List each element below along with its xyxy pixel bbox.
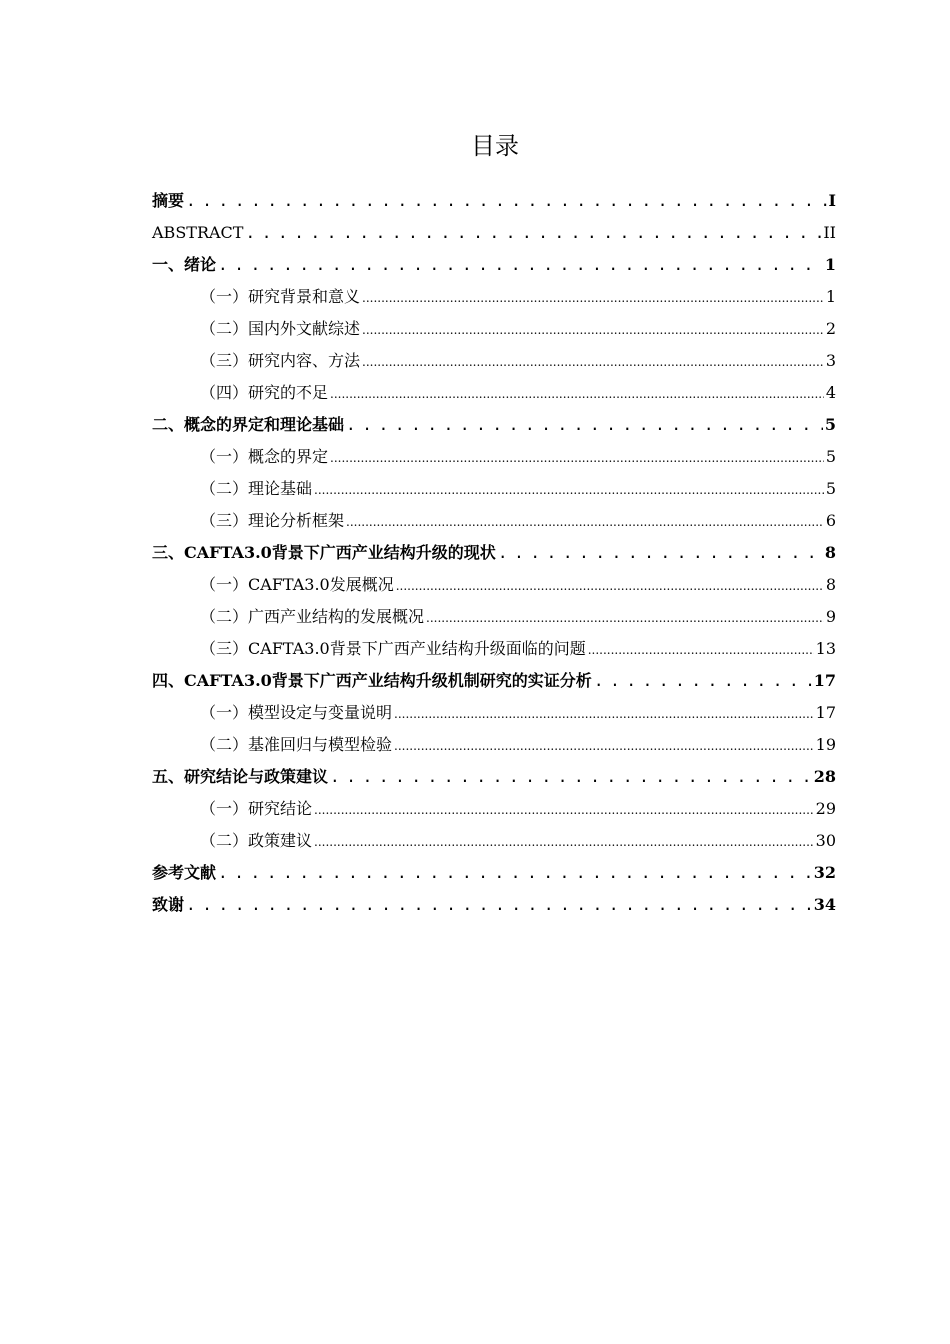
toc-entry-number: （一） (200, 703, 249, 722)
toc-entry-title: 绪论 (184, 255, 217, 274)
toc-entry-page-number: 8 (825, 575, 836, 594)
toc-entry-title: 基准回归与模型检验 (248, 735, 393, 754)
toc-entry-page-number: 1 (824, 255, 836, 274)
toc-entry-page-number: 32 (813, 863, 836, 882)
dot-leader (330, 441, 824, 474)
toc-entry-page-number: 17 (815, 703, 836, 722)
toc-entry[interactable] (152, 697, 836, 729)
dot-leader (362, 345, 824, 378)
toc-entry-number: （四） (200, 383, 249, 402)
toc-entry-page-number: 2 (825, 319, 836, 338)
toc-entry-number: 三、 (152, 543, 185, 562)
toc-entry[interactable] (152, 473, 836, 505)
toc-entry-title: 国内外文献综述 (248, 319, 361, 338)
dot-leader (394, 697, 814, 730)
toc-entry-page-number: 29 (815, 799, 836, 818)
toc-entry-number: （二） (200, 735, 249, 754)
toc-entry-title: 政策建议 (248, 831, 313, 850)
toc-entry-title: 致谢 (152, 895, 185, 914)
toc-entry-page-number: 19 (815, 735, 836, 754)
toc-entry-page-number: 8 (824, 543, 836, 562)
toc-entry-page-number: 6 (825, 511, 836, 530)
toc-title: 目录 (471, 132, 519, 160)
dot-leader (314, 825, 814, 858)
toc-entry-number: （二） (200, 831, 249, 850)
toc-entry[interactable] (152, 217, 836, 249)
toc-entry-page-number: 5 (825, 447, 836, 466)
toc-entry-page-number: 5 (824, 415, 836, 434)
toc-entry-page-number: 5 (825, 479, 836, 498)
toc-entry-title: CAFTA3.0背景下广西产业结构升级机制研究的实证分析 (184, 671, 592, 690)
toc-entry-number: 五、 (152, 767, 185, 786)
toc-entry-title: 研究的不足 (248, 383, 329, 402)
dot-leader (396, 569, 824, 602)
toc-entry-number: 二、 (152, 415, 185, 434)
toc-entry-title: 摘要 (152, 191, 185, 210)
toc-entry-number: （二） (200, 607, 249, 626)
toc-entry-title: 理论基础 (248, 479, 313, 498)
toc-entry-title: 参考文献 (152, 863, 217, 882)
toc-entry-title: CAFTA3.0背景下广西产业结构升级的现状 (184, 543, 496, 562)
toc-entry-title: 广西产业结构的发展概况 (248, 607, 425, 626)
toc-entry[interactable] (152, 505, 836, 537)
toc-entry[interactable] (152, 345, 836, 377)
toc-entry[interactable] (152, 409, 836, 441)
dot-leader (362, 281, 824, 314)
toc-entry[interactable] (152, 377, 836, 409)
toc-entry[interactable] (152, 537, 836, 569)
toc-entry[interactable] (152, 729, 836, 761)
toc-entry-title: 研究结论 (248, 799, 313, 818)
dot-leader (426, 601, 824, 634)
toc-entry-title: 研究背景和意义 (248, 287, 361, 306)
dot-leader (314, 473, 824, 506)
toc-entry-title: 理论分析框架 (248, 511, 345, 530)
toc-entry-title: 概念的界定和理论基础 (184, 415, 345, 434)
toc-entry-page-number: 3 (825, 351, 836, 370)
dot-leader (394, 729, 814, 762)
toc-entry[interactable] (152, 249, 836, 281)
toc-entry-number: （一） (200, 799, 249, 818)
toc-entry-page-number: 13 (815, 639, 836, 658)
toc-entry-number: （二） (200, 479, 249, 498)
toc-entry[interactable] (152, 601, 836, 633)
toc-entry-page-number: 17 (813, 671, 836, 690)
toc-entry[interactable] (152, 665, 836, 697)
dot-leader (245, 217, 821, 249)
toc-entry[interactable] (152, 441, 836, 473)
toc-entry-page-number: 34 (813, 895, 836, 914)
dot-leader (186, 185, 827, 217)
toc-entry-title: CAFTA3.0发展概况 (248, 575, 394, 594)
dot-leader (346, 409, 823, 441)
toc-entry-title: 研究内容、方法 (248, 351, 361, 370)
toc-entry-number: 一、 (152, 255, 185, 274)
toc-entry-page-number: 28 (813, 767, 836, 786)
toc-entry[interactable] (152, 825, 836, 857)
toc-entry-title: 概念的界定 (248, 447, 329, 466)
dot-leader (186, 889, 812, 921)
toc-entry[interactable] (152, 857, 836, 889)
dot-leader (362, 313, 824, 346)
toc-entry-title: ABSTRACT (152, 223, 244, 242)
toc-entry-title: CAFTA3.0背景下广西产业结构升级面临的问题 (248, 639, 586, 658)
toc-entry-page-number: 30 (815, 831, 836, 850)
toc-entry[interactable] (152, 185, 836, 217)
toc-entry-number: （三） (200, 639, 249, 658)
dot-leader (218, 249, 823, 281)
toc-entry-title: 模型设定与变量说明 (248, 703, 393, 722)
toc-entry-page-number: 1 (825, 287, 836, 306)
toc-entry-number: 四、 (152, 671, 185, 690)
toc-entry-page-number: I (828, 191, 836, 210)
toc-entry-title: 研究结论与政策建议 (184, 767, 329, 786)
table-of-contents (152, 185, 836, 921)
toc-entry-number: （一） (200, 447, 249, 466)
toc-entry[interactable] (152, 889, 836, 921)
toc-entry-number: （一） (200, 575, 249, 594)
toc-entry[interactable] (152, 793, 836, 825)
toc-entry-number: （三） (200, 351, 249, 370)
toc-entry[interactable] (152, 313, 836, 345)
toc-entry-page-number: II (823, 223, 836, 242)
toc-entry-number: （二） (200, 319, 249, 338)
toc-entry[interactable] (152, 761, 836, 793)
toc-entry-page-number: 9 (825, 607, 836, 626)
dot-leader (330, 377, 824, 410)
toc-entry-page-number: 4 (825, 383, 836, 402)
dot-leader (594, 665, 812, 697)
toc-entry[interactable] (152, 569, 836, 601)
dot-leader (588, 633, 814, 666)
dot-leader (314, 793, 814, 826)
toc-entry[interactable] (152, 633, 836, 665)
toc-entry-number: （三） (200, 511, 249, 530)
dot-leader (346, 505, 824, 538)
dot-leader (218, 857, 812, 889)
dot-leader (498, 537, 823, 569)
dot-leader (330, 761, 812, 793)
toc-entry-number: （一） (200, 287, 249, 306)
toc-entry[interactable] (152, 281, 836, 313)
